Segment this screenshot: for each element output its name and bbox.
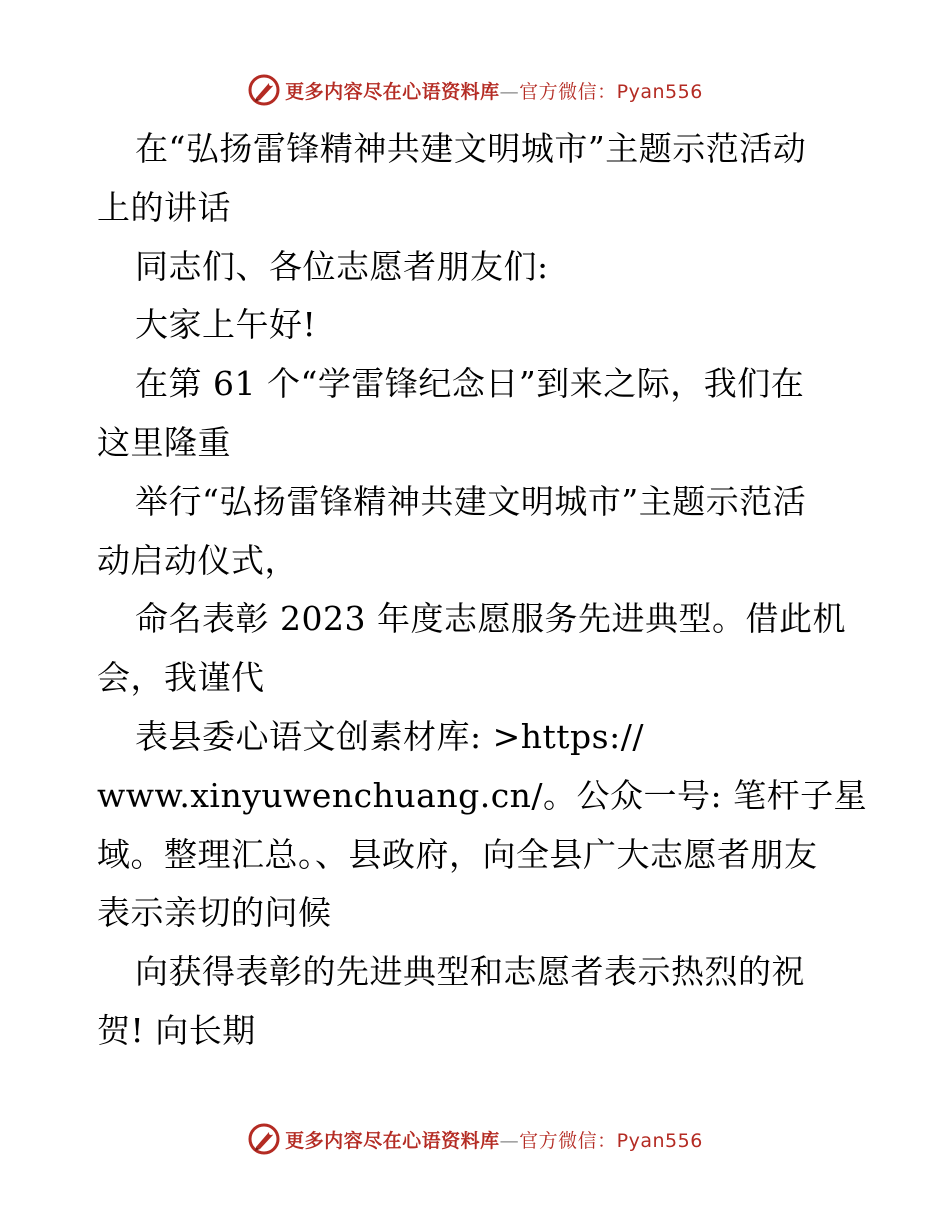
pen-logo-icon <box>247 73 281 107</box>
footer-banner-wechat: 官方微信：Pyan556 <box>519 1129 703 1152</box>
text-line-7: 举行“弘扬雷锋精神共建文明城市”主题示范活 <box>135 481 807 521</box>
text-line-4: 大家上午好! <box>135 305 317 345</box>
footer-banner <box>0 1119 950 1159</box>
footer-banner-main: 更多内容尽在心语资料库 <box>285 1129 500 1152</box>
text-line-3: 同志们、各位志愿者朋友们: <box>135 246 549 286</box>
text-line-11: 表县委心语文创素材库: >https:// <box>135 716 644 756</box>
text-line-1: 在“弘扬雷锋精神共建文明城市”主题示范活动 <box>135 129 807 168</box>
text-line-12: www.xinyuwenchuang.cn/。公众一号: 笔杆子星 <box>97 775 868 815</box>
footer-banner-separator: — <box>499 1129 520 1152</box>
pen-logo-icon <box>247 1122 281 1156</box>
text-line-2: 上的讲话 <box>97 187 231 227</box>
header-banner <box>0 70 950 110</box>
text-line-15: 向获得表彰的先进典型和志愿者表示热烈的祝 <box>135 952 805 992</box>
text-line-6: 这里隆重 <box>97 422 231 462</box>
text-line-14: 表示亲切的问候 <box>97 893 332 933</box>
header-banner-main: 更多内容尽在心语资料库 <box>285 80 500 103</box>
text-line-5: 在第 61 个“学雷锋纪念日”到来之际，我们在 <box>135 364 805 404</box>
text-line-10: 会，我谨代 <box>97 658 265 698</box>
document-body <box>97 120 868 1061</box>
footer-banner-text <box>285 1126 703 1153</box>
text-line-8: 动启动仪式， <box>97 540 298 580</box>
header-banner-separator: — <box>499 80 520 103</box>
text-line-9: 命名表彰 2023 年度志愿服务先进典型。借此机 <box>135 599 846 639</box>
text-line-16: 贺! 向长期 <box>97 1010 256 1050</box>
header-banner-text <box>285 77 703 104</box>
text-line-13: 域。整理汇总。、县政府，向全县广大志愿者朋友 <box>97 834 818 874</box>
header-banner-wechat: 官方微信：Pyan556 <box>519 80 703 103</box>
